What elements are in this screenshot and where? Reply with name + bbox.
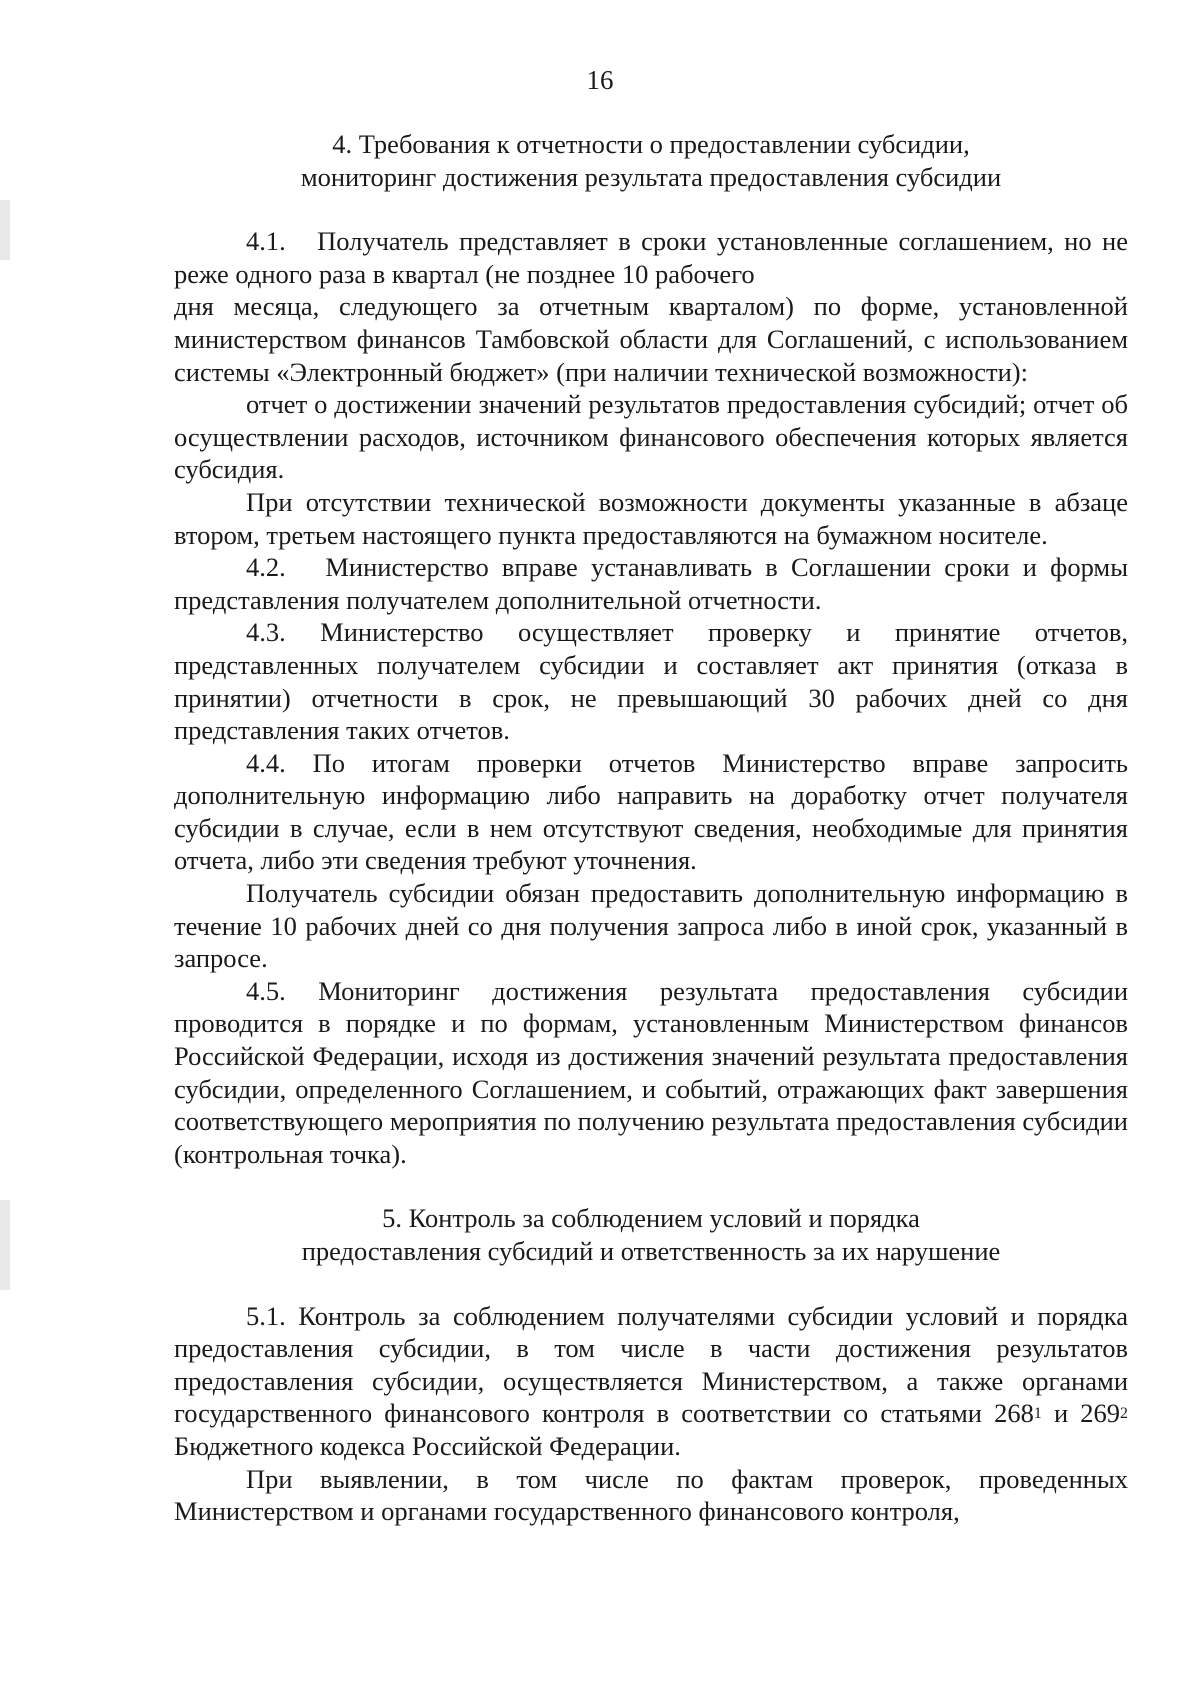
paragraph-4-1 <box>174 225 1128 290</box>
section-4-title-line-2: мониторинг достижения результата предоставления субсидии <box>300 161 1002 192</box>
section-4-heading <box>174 128 1128 193</box>
superscript-2: 2 <box>1120 1405 1128 1423</box>
superscript-1: 1 <box>1033 1405 1042 1423</box>
paragraph-4-2-text: Министерство вправе устанавливать в Соглашении сроки и формы представления получателем дополнительной отчетности. <box>174 552 1129 615</box>
section-4-title-line-1: 4. Требования к отчетности о предоставлении субсидии, <box>332 129 970 159</box>
paragraph-4-1-continuation: дня месяца, следующего за отчетным кварталом) по форме, установленной министерством финансов Тамбовской области для Соглашений, с использованием системы «Электронный бюджет» (при наличии технической возможности): <box>174 291 1128 387</box>
paragraph-4-3 <box>174 616 1128 746</box>
paragraph-4-1-number: 4.1. <box>246 226 286 257</box>
section-5-heading <box>174 1202 1128 1267</box>
paragraph-4-5 <box>174 975 1128 1171</box>
scan-edge-mark <box>0 1200 10 1290</box>
paragraph-4-4 <box>174 747 1128 877</box>
paragraph-5-1-text: Контроль за соблюдением получателями субсидии условий и порядка предоставления субсидии, в том числе в части достижения результатов предоставления субсидии, осуществляется Министерством, а также органами государственного финансового контроля в соответствии со статьями 268 <box>174 1300 1129 1429</box>
paragraph-5-1-text-end: Бюджетного кодекса Российской Федерации. <box>174 1430 681 1461</box>
paragraph-4-5-number: 4.5. <box>246 975 286 1006</box>
paragraph-4-1-first-lines: Получатель представляет в сроки установленные соглашением, но не реже одного раза в квартал (не позднее 10 рабочего <box>174 226 1128 289</box>
page-number: 16 <box>586 65 614 95</box>
paragraph-4-2-number: 4.2. <box>246 552 286 583</box>
paragraph-4-2 <box>174 551 1128 616</box>
section-5-title-line-2: предоставления субсидий и ответственность за их нарушение <box>301 1236 1001 1266</box>
paragraph-4-5-text: Мониторинг достижения результата предоставления субсидии проводится в порядке и по формам, установленным Министерством финансов Российской Федерации, исходя из достижения значений результата предоставления субсидии, определенного Соглашением, и событий, отражающих факт завершения соответствующего мероприятия по получению результата предоставления субсидии (контрольная точка). <box>174 975 1128 1169</box>
paragraph-4-1-report-items: отчет о достижении значений результатов предоставления субсидий; отчет об осуществлении расходов, источником финансового обеспечения которых является субсидия. <box>174 389 1128 485</box>
scan-edge-mark <box>0 200 10 260</box>
paragraph-5-1 <box>174 1300 1128 1463</box>
paragraph-4-1-paper-carrier: При отсутствии технической возможности документы указанные в абзаце втором, третьем настоящего пункта предоставляются на бумажном носителе. <box>174 486 1128 550</box>
document-body <box>174 128 1128 1528</box>
paragraph-5-1-number: 5.1. <box>246 1300 286 1331</box>
paragraph-5-1-detection: При выявлении, в том числе по фактам проверок, проведенных Министерством и органами государственного финансового контроля, <box>174 1463 1128 1527</box>
paragraph-4-4-text: По итогам проверки отчетов Министерство вправе запросить дополнительную информацию либо направить на доработку отчет получателя субсидии в случае, если в нем отсутствуют сведения, необходимые для принятия отчета, либо эти сведения требуют уточнения. <box>174 747 1129 876</box>
paragraph-4-3-text: Министерство осуществляет проверку и принятие отчетов, представленных получателем субсидии и составляет акт принятия (отказа в принятии) отчетности в срок, не превышающий 30 рабочих дней со дня представления таких отчетов. <box>174 617 1128 746</box>
section-5-title-line-1: 5. Контроль за соблюдением условий и порядка <box>382 1203 920 1234</box>
paragraph-5-1-text-mid: и 269 <box>1041 1398 1121 1429</box>
paragraph-4-4-recipient-obligation: Получатель субсидии обязан предоставить дополнительную информацию в течение 10 рабочих дней со дня получения запроса либо в иной срок, указанный в запросе. <box>174 878 1128 974</box>
paragraph-4-3-number: 4.3. <box>246 617 286 648</box>
paragraph-4-4-number: 4.4. <box>246 747 286 778</box>
